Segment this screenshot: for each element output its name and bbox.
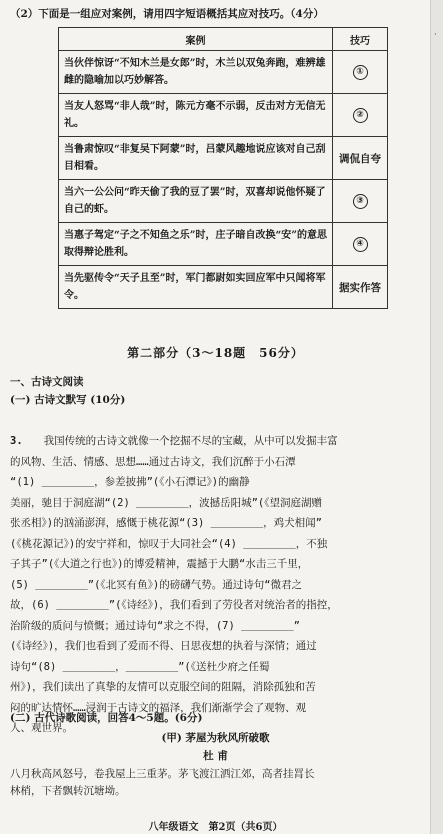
table-row [59, 266, 388, 309]
question-3-passage [10, 431, 425, 739]
question-number: 3. [10, 435, 23, 447]
case-text: 当六一公公问“昨天偷了我的豆了罢”时，双喜却说他怀疑了自己的虾。 [59, 180, 333, 223]
case-text: 当先驱传令“天子且至”时，军门都尉如实回应军中只闻将军令。 [59, 266, 333, 309]
passage-line: 故，(6) ＿＿＿＿＿”(《诗经》)，我们看到了劳役者对统治者的指控， [10, 599, 338, 611]
passage-line: 州》)，我们读出了真挚的友情可以克服空间的阻隔，消除孤独和苦 [10, 681, 316, 693]
skill-text: 调侃自夸 [333, 137, 388, 180]
skill-cell [333, 180, 388, 223]
passage-line: (5) ＿＿＿＿＿”(《北冥有鱼》)的磅礴气势。通过诗句“微君之 [10, 578, 303, 591]
passage-line: (《桃花源记》)的安宁祥和，惊叹于大同社会“(4) ＿＿＿＿＿，不独 [10, 537, 328, 550]
poem-line: 林梢，下者飘转沉塘坳。 [10, 785, 126, 797]
table-row [59, 180, 388, 223]
passage-line: 的风物、生活、情感、思想……通过古诗文，我们沉醉于小石潭 [10, 455, 296, 468]
passage-line: 闷的旷达情怀……浸润于古诗文的福泽，我们渐渐学会了观物、观 [10, 701, 307, 714]
skill-cell [333, 51, 388, 94]
subsection-1-heading: (一) 古诗文默写 (10分) [10, 394, 126, 406]
adjacent-page-edge [430, 0, 443, 834]
passage-line: 美丽，驰目于洞庭湖“(2) ＿＿＿＿＿，波撼岳阳城”(《望洞庭湖赠 [10, 496, 322, 509]
answer-blank-3: ③ [353, 194, 368, 209]
passage-line: 人、观世界。 [10, 722, 73, 734]
poem-body [10, 766, 425, 800]
passage-line: 治阶级的质问与愤慨；通过诗句“求之不得，(7) ＿＿＿＿＿” [10, 619, 300, 632]
table-row [59, 94, 388, 137]
page-footer: 八年级语文 第2页（共6页） [148, 822, 283, 833]
answer-blank-2: ② [353, 108, 368, 123]
passage-line: “(1) ＿＿＿＿＿，参差披拂”(《小石潭记》)的幽静 [10, 476, 250, 488]
line-text: 我国传统的古诗文就像一个挖掘不尽的宝藏，从中可以发掘丰富 [43, 435, 338, 447]
table-row [59, 223, 388, 266]
skill-text: 据实作答 [333, 266, 388, 309]
subsection-2-heading: (二) 古代诗歌阅读，回答4～5题。(6分) [10, 712, 203, 724]
question-2-prompt: （2）下面是一组应对案例，请用四字短语概括其应对技巧。（4分） [10, 8, 324, 20]
part-2-heading: 第二部分（3～18题 56分） [127, 346, 304, 360]
poem-line: 八月秋高风怒号，卷我屋上三重茅。茅飞渡江洒江郊，高者挂罥长 [10, 768, 315, 780]
answer-blank-4: ④ [353, 237, 368, 252]
header-case: 案例 [59, 28, 333, 51]
skill-cell [333, 223, 388, 266]
passage-line: (《诗经》)，我们也看到了爱而不得、日思夜想的执着与深情；通过 [10, 640, 317, 652]
case-text: 当惠子驾定“子之不知鱼之乐”时，庄子暗自改换“安”的意思取得辩论胜利。 [59, 223, 333, 266]
passage-line: 张丞相》)的汹涌澎湃，感慨于桃花源“(3) ＿＿＿＿＿，鸡犬相闻” [10, 517, 322, 529]
header-skill: 技巧 [333, 28, 388, 51]
edge-mark: · [434, 30, 437, 40]
table-row [59, 137, 388, 180]
skill-cell [333, 94, 388, 137]
section-1-heading: 一、古诗文阅读 [10, 376, 84, 388]
case-text: 当鲁肃惊叹“非复吴下阿蒙”时，吕蒙风趣地说应该对自己刮目相看。 [59, 137, 333, 180]
passage-line [10, 431, 425, 452]
answer-blank-1: ① [353, 65, 368, 80]
passage-line: 诗句“(8) ＿＿＿＿＿，＿＿＿＿＿”(《送杜少府之任蜀 [10, 660, 270, 673]
case-text: 当友人怒骂“非人哉”时，陈元方毫不示弱，反击对方无信无礼。 [59, 94, 333, 137]
poem-author: 杜 甫 [203, 750, 228, 762]
cases-table [58, 27, 388, 309]
poem-title: (甲) 茅屋为秋风所破歌 [161, 732, 270, 744]
table-header-row [59, 28, 388, 51]
case-text: 当伙伴惊讶“不知木兰是女郎”时，木兰以双兔奔跑，难辨雄雌的隐喻加以巧妙解答。 [59, 51, 333, 94]
table-row [59, 51, 388, 94]
passage-line: 子其子”(《大道之行也》)的博爱精神，震撼于大鹏“水击三千里， [10, 558, 309, 570]
